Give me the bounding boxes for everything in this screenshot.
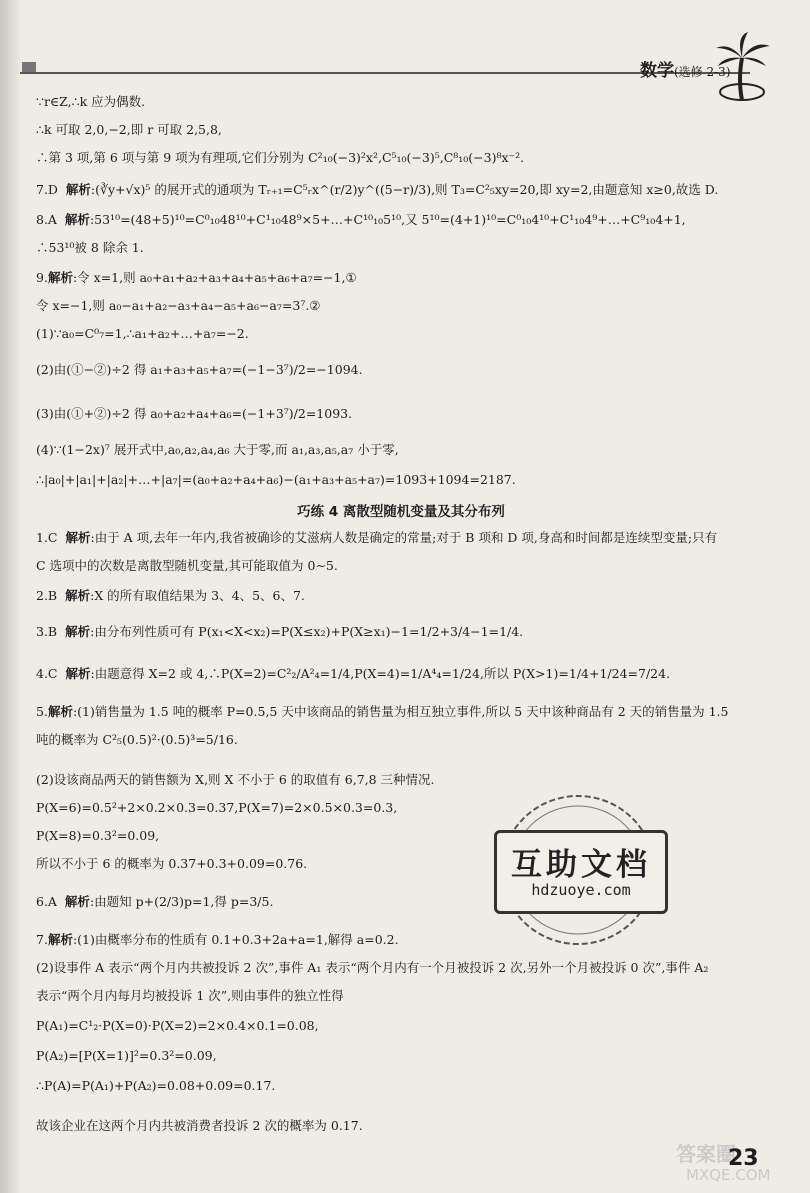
text-line: 故该企业在这两个月内共被消费者投诉 2 次的概率为 0.17.: [36, 1118, 363, 1133]
analysis-label: 解析: [47, 270, 73, 285]
question-label: 7.: [36, 932, 48, 947]
question-label: 8.A: [36, 212, 57, 227]
question-8: [36, 212, 686, 228]
question-7b: 7.解析:(1)由概率分布的性质有 0.1+0.3+2a+a=1,解得 a=0.2.: [36, 932, 399, 947]
question-5: 5.解析:(1)销售量为 1.5 吨的概率 P=0.5,5 天中该商品的销售量为相互独立事件,所以 5 天中该种商品有 2 天的销售量为 1.5: [36, 704, 729, 719]
text-line: 由于 A 项,去年一年内,我省被确诊的艾滋病人数是确定的常量;对于 B 项和 D 项,身高和时间都是连续型变量;只有: [94, 530, 718, 545]
text-line: C 选项中的次数是离散型随机变量,其可能取值为 0∼5.: [36, 558, 338, 573]
text-line: (1)由概率分布的性质有 0.1+0.3+2a+a=1,解得 a=0.2.: [77, 932, 399, 947]
text-line: 由题意得 X=2 或 4,∴P(X=2)=C²₂/A²₄=1/4,P(X=4)=1/A⁴₄=1/24,所以 P(X>1)=1/4+1/24=7/24.: [94, 666, 671, 681]
analysis-label: 解析: [65, 530, 91, 545]
watermark-stamp: [488, 790, 668, 950]
question-label: 7.D: [36, 182, 58, 197]
header-edition: (选修 2-3): [674, 65, 731, 79]
stamp-sub-text: hdzuoye.com: [531, 881, 631, 899]
text-line: 吨的概率为 C²₅(0.5)²·(0.5)³=5/16.: [36, 732, 238, 747]
text-line: :53¹⁰=(48+5)¹⁰=C⁰₁₀48¹⁰+C¹₁₀48⁹×5+…+C¹⁰₁₀5¹⁰,又 5¹⁰=(4+1)¹⁰=C⁰₁₀4¹⁰+C¹₁₀4⁹+…+C⁹₁₀4+1,: [89, 212, 686, 227]
question-9: 9.解析:令 x=1,则 a₀+a₁+a₂+a₃+a₄+a₅+a₆+a₇=−1,①: [36, 270, 357, 285]
text-line: 由题知 p+(2/3)p=1,得 p=3/5.: [94, 894, 274, 909]
analysis-label: 解析: [64, 212, 90, 227]
question-1: 1.C 解析:由于 A 项,去年一年内,我省被确诊的艾滋病人数是确定的常量;对于 B 项和 D 项,身高和时间都是连续型变量;只有: [36, 530, 718, 545]
text-line: (2)设该商品两天的销售额为 X,则 X 不小于 6 的取值有 6,7,8 三种情况.: [36, 772, 435, 787]
text-line: (2)由(①−②)÷2 得 a₁+a₃+a₅+a₇=(−1−3⁷)/2=−1094.: [36, 362, 363, 377]
analysis-label: 解析: [64, 894, 90, 909]
question-7: 7.D 解析:(∛y+√x)⁵ 的展开式的通项为 Tᵣ₊₁=C⁵ᵣx^(r/2)y^((5−r)/3),则 T₃=C²₅xy=20,即 xy=2,由题意知 x≥0,故选 D.: [36, 182, 719, 197]
question-label: 6.A: [36, 894, 57, 909]
corner-mark: [22, 62, 36, 72]
question-label: 1.C: [36, 530, 58, 545]
text-line: 由分布列性质可有 P(x₁<X<x₂)=P(X≤x₂)+P(X≥x₁)−1=1/2+3/4−1=1/4.: [94, 624, 524, 639]
page-number: 23: [728, 1146, 759, 1171]
text-line: ∴|a₀|+|a₁|+|a₂|+…+|a₇|=(a₀+a₂+a₄+a₆)−(a₁+a₃+a₅+a₇)=1093+1094=2187.: [36, 472, 516, 487]
text-line: 所以不小于 6 的概率为 0.37+0.3+0.09=0.76.: [36, 856, 308, 871]
analysis-label: 解析: [47, 932, 73, 947]
question-2: 2.B 解析:X 的所有取值结果为 3、4、5、6、7.: [36, 588, 305, 603]
question-3: 3.B 解析:由分布列性质可有 P(x₁<X<x₂)=P(X≤x₂)+P(X≥x₁)−1=1/2+3/4−1=1/4.: [36, 624, 524, 639]
text-line: P(A₂)=[P(X=1)]²=0.3²=0.09,: [36, 1048, 217, 1063]
stamp-box: [494, 830, 668, 914]
text-line: (2)设事件 A 表示“两个月内共被投诉 2 次”,事件 A₁ 表示“两个月内有一个月被投诉 2 次,另外一个月被投诉 0 次”,事件 A₂: [36, 960, 709, 975]
text-line: P(X=8)=0.3²=0.09,: [36, 828, 160, 843]
text-line: (∛y+√x)⁵ 的展开式的通项为 Tᵣ₊₁=C⁵ᵣx^(r/2)y^((5−r)/3),则 T₃=C²₅xy=20,即 xy=2,由题意知 x≥0,故选 D.: [95, 182, 719, 197]
page-edge-shadow: [0, 0, 22, 1193]
question-label: 4.C: [36, 666, 58, 681]
text-line: (4)∵(1−2x)⁷ 展开式中,a₀,a₂,a₄,a₆ 大于零,而 a₁,a₃,a₅,a₇ 小于零,: [36, 442, 399, 457]
analysis-label: 解析: [65, 666, 91, 681]
text-line: 令 x=1,则 a₀+a₁+a₂+a₃+a₄+a₅+a₆+a₇=−1,①: [77, 270, 357, 285]
text-line: ∴第 3 项,第 6 项与第 9 项为有理项,它们分别为 C²₁₀(−3)²x²,C⁵₁₀(−3)⁵,C⁸₁₀(−3)⁸x⁻².: [36, 150, 525, 165]
palm-tree-icon: [712, 30, 772, 102]
analysis-label: 解析: [65, 624, 91, 639]
text-line: (1)销售量为 1.5 吨的概率 P=0.5,5 天中该商品的销售量为相互独立事件,所以 5 天中该种商品有 2 天的销售量为 1.5: [77, 704, 729, 719]
text-line: ∴k 可取 2,0,−2,即 r 可取 2,5,8,: [36, 122, 222, 137]
text-line: ∴P(A)=P(A₁)+P(A₂)=0.08+0.09=0.17.: [36, 1078, 276, 1093]
header-subject: 数学: [640, 61, 674, 81]
text-line: ∴53¹⁰被 8 除余 1.: [36, 240, 144, 255]
corner-watermark: 答案圈: [676, 1142, 736, 1166]
text-line: (3)由(①+②)÷2 得 a₀+a₂+a₄+a₆=(−1+3⁷)/2=1093.: [36, 406, 353, 421]
question-4: 4.C 解析:由题意得 X=2 或 4,∴P(X=2)=C²₂/A²₄=1/4,P(X=4)=1/A⁴₄=1/24,所以 P(X>1)=1/4+1/24=7/24.: [36, 666, 671, 681]
text-line: 令 x=−1,则 a₀−a₁+a₂−a₃+a₄−a₅+a₆−a₇=3⁷.②: [36, 298, 321, 313]
corner-watermark-url: MXQE.COM: [686, 1166, 771, 1184]
analysis-label: 解析: [65, 182, 91, 197]
question-6: 6.A 解析:由题知 p+(2/3)p=1,得 p=3/5.: [36, 894, 274, 909]
question-label: 5.: [36, 704, 48, 719]
section-title: 巧练 4 离散型随机变量及其分布列: [297, 504, 505, 520]
analysis-label: 解析: [65, 588, 91, 603]
question-label: 3.B: [36, 624, 58, 639]
text-line: P(A₁)=C¹₂·P(X=0)·P(X=2)=2×0.4×0.1=0.08,: [36, 1018, 319, 1033]
text-line: 表示“两个月内每月均被投诉 1 次”,则由事件的独立性得: [36, 988, 344, 1003]
text-line: ∵r∈Z,∴k 应为偶数.: [36, 94, 146, 109]
analysis-label: 解析: [47, 704, 73, 719]
question-label: 9.: [36, 270, 48, 285]
text-line: P(X=6)=0.5²+2×0.2×0.3=0.37,P(X=7)=2×0.5×0.3=0.3,: [36, 800, 398, 815]
question-label: 2.B: [36, 588, 58, 603]
stamp-main-text: 互助文档: [511, 847, 651, 883]
text-line: X 的所有取值结果为 3、4、5、6、7.: [94, 588, 305, 603]
text-line: (1)∵a₀=C⁰₇=1,∴a₁+a₂+…+a₇=−2.: [36, 326, 249, 341]
